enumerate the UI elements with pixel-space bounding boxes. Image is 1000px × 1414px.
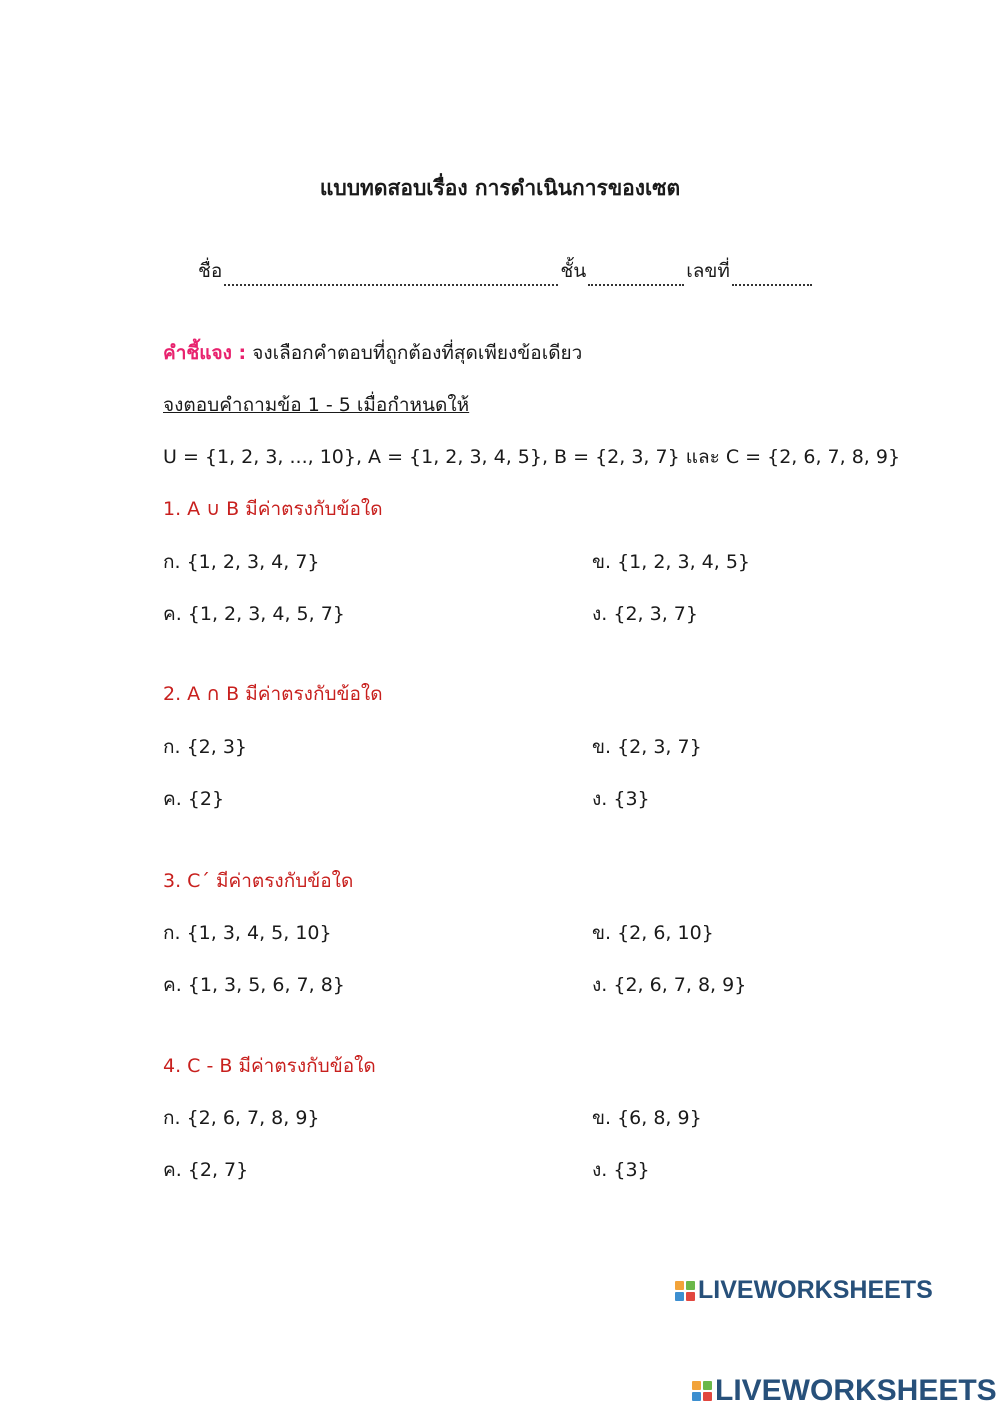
- name-label: ชื่อ: [198, 260, 223, 282]
- number-field[interactable]: [732, 262, 812, 286]
- footer-brand-text: LIVEWORKSHEETS: [715, 1374, 997, 1407]
- question-2: 2. A ∩ B มีค่าตรงกับข้อใด: [163, 683, 383, 705]
- q2-option-d[interactable]: ง. {3}: [592, 788, 650, 810]
- liveworksheets-watermark: [675, 1276, 933, 1305]
- q4-option-b[interactable]: ข. {6, 8, 9}: [592, 1107, 702, 1129]
- q1-option-d[interactable]: ง. {2, 3, 7}: [592, 603, 698, 625]
- q2-option-c[interactable]: ค. {2}: [163, 788, 225, 810]
- q4-option-a[interactable]: ก. {2, 6, 7, 8, 9}: [163, 1107, 320, 1129]
- instruction-label: คำชี้แจง :: [163, 342, 247, 364]
- liveworksheets-logo-icon: [692, 1381, 712, 1401]
- class-field[interactable]: [588, 262, 684, 286]
- given-heading: จงตอบคำถามข้อ 1 - 5 เมื่อกำหนดให้: [163, 394, 470, 416]
- sets-definition: U = {1, 2, 3, ..., 10}, A = {1, 2, 3, 4, 5}, B = {2, 3, 7} และ C = {2, 6, 7, 8, 9}: [163, 446, 901, 468]
- q1-option-c[interactable]: ค. {1, 2, 3, 4, 5, 7}: [163, 603, 345, 625]
- q3-option-d[interactable]: ง. {2, 6, 7, 8, 9}: [592, 974, 747, 996]
- number-label: เลขที่: [686, 260, 730, 282]
- q1-option-a[interactable]: ก. {1, 2, 3, 4, 7}: [163, 551, 320, 573]
- class-label: ชั้น: [560, 260, 587, 282]
- question-4: 4. C - B มีค่าตรงกับข้อใด: [163, 1055, 376, 1077]
- q4-option-d[interactable]: ง. {3}: [592, 1159, 650, 1181]
- instruction-text: จงเลือกคำตอบที่ถูกต้องที่สุดเพียงข้อเดียว: [246, 342, 583, 364]
- q4-option-c[interactable]: ค. {2, 7}: [163, 1159, 249, 1181]
- watermark-text: LIVEWORKSHEETS: [698, 1276, 933, 1304]
- name-field[interactable]: [224, 262, 558, 286]
- q2-option-b[interactable]: ข. {2, 3, 7}: [592, 736, 702, 758]
- q2-option-a[interactable]: ก. {2, 3}: [163, 736, 248, 758]
- worksheet-title: แบบทดสอบเรื่อง การดำเนินการของเซต: [319, 176, 681, 200]
- instruction: [163, 338, 582, 368]
- q3-option-a[interactable]: ก. {1, 3, 4, 5, 10}: [163, 922, 332, 944]
- student-info-row: [198, 256, 814, 286]
- q3-option-b[interactable]: ข. {2, 6, 10}: [592, 922, 714, 944]
- q3-option-c[interactable]: ค. {1, 3, 5, 6, 7, 8}: [163, 974, 345, 996]
- question-3: 3. C´ มีค่าตรงกับข้อใด: [163, 870, 354, 892]
- q1-option-b[interactable]: ข. {1, 2, 3, 4, 5}: [592, 551, 751, 573]
- question-1: 1. A ∪ B มีค่าตรงกับข้อใด: [163, 498, 383, 520]
- liveworksheets-footer-brand[interactable]: [692, 1374, 997, 1408]
- liveworksheets-logo-icon: [675, 1281, 695, 1301]
